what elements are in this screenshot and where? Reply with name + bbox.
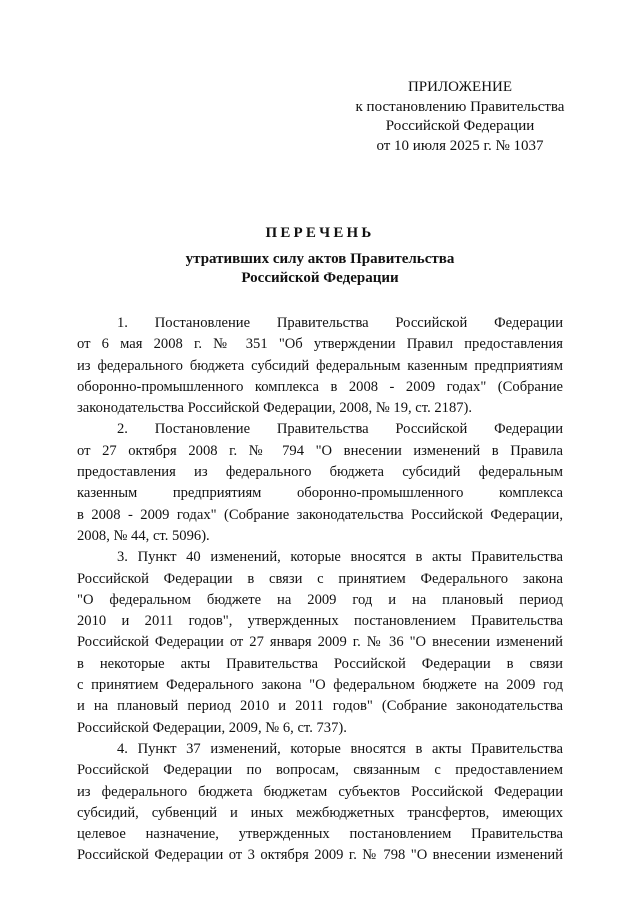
- paragraph-line: 2008, № 44, ст. 5096).: [77, 527, 210, 544]
- list-item-1: [77, 313, 563, 419]
- paragraph-line: от 6 мая 2008 г. № 351 "Об утверждении Правил предоставления: [77, 336, 563, 353]
- paragraph-line: целевое назначение, утвержденных постановлением Правительства: [77, 826, 563, 843]
- paragraph-line: субсидий, субвенций и иных межбюджетных трансфертов, имеющих: [77, 804, 563, 821]
- document-body: [77, 313, 563, 867]
- paragraph-line: и на плановый период 2010 и 2011 годов" (Собрание законодательства: [77, 698, 563, 715]
- paragraph-line: из федерального бюджета бюджетам субъектов Российской Федерации: [77, 783, 563, 800]
- paragraph-line: от 27 октября 2008 г. № 794 "О внесении изменений в Правила: [77, 442, 563, 459]
- document-subtitle: [0, 250, 640, 288]
- paragraph-line: казенным предприятиям оборонно-промышленного комплекса: [77, 485, 563, 502]
- paragraph-line: 2010 и 2011 годов", утвержденных постановлением Правительства: [77, 613, 563, 630]
- paragraph-line: Российской Федерации от 3 октября 2009 г. № 798 "О внесении изменений: [77, 847, 563, 864]
- list-item-3: [77, 547, 563, 739]
- subtitle-line: Российской Федерации: [241, 270, 399, 286]
- paragraph-line: с принятием Федерального закона "О федеральном бюджете на 2009 год: [77, 677, 563, 694]
- paragraph-line: 3. Пункт 40 изменений, которые вносятся в акты Правительства: [117, 549, 563, 566]
- paragraph-line: Российской Федерации в связи с принятием Федерального закона: [77, 570, 563, 587]
- paragraph-line: в некоторые акты Правительства Российской Федерации в связи: [77, 655, 563, 672]
- paragraph-line: Российской Федерации от 27 января 2009 г. № 36 "О внесении изменений: [77, 634, 563, 651]
- paragraph-line: предоставления из федерального бюджета субсидий федеральным: [77, 464, 563, 481]
- paragraph-line: оборонно-промышленного комплекса в 2008 - 2009 годах" (Собрание: [77, 378, 563, 395]
- paragraph-line: Российской Федерации по вопросам, связанным с предоставлением: [77, 762, 563, 779]
- list-item-2: [77, 419, 563, 547]
- list-item-4: [77, 739, 563, 867]
- paragraph-line: "О федеральном бюджете на 2009 год и на плановый период: [77, 591, 563, 608]
- paragraph-line: законодательства Российской Федерации, 2008, № 19, ст. 2187).: [77, 400, 473, 417]
- paragraph-line: 2. Постановление Правительства Российской Федерации: [117, 421, 563, 438]
- paragraph-line: Российской Федерации, 2009, № 6, ст. 737).: [77, 719, 347, 736]
- appendix-date-line: от 10 июля 2025 г. № 1037: [376, 137, 544, 154]
- appendix-government-line: Российской Федерации: [385, 118, 535, 134]
- paragraph-line: из федерального бюджета субсидий федеральным казенным предприятиям: [77, 357, 563, 374]
- appendix-label: ПРИЛОЖЕНИЕ: [407, 79, 513, 95]
- subtitle-line: утративших силу актов Правительства: [185, 251, 455, 267]
- appendix-header: [340, 78, 580, 156]
- paragraph-line: 1. Постановление Правительства Российской Федерации: [117, 315, 563, 331]
- appendix-resolution-line: к постановлению Правительства: [355, 98, 565, 115]
- paragraph-line: в 2008 - 2009 годах" (Собрание законодательства Российской Федерации,: [77, 506, 563, 523]
- paragraph-line: 4. Пункт 37 изменений, которые вносятся в акты Правительства: [117, 740, 563, 757]
- document-title: ПЕРЕЧЕНЬ: [265, 225, 375, 241]
